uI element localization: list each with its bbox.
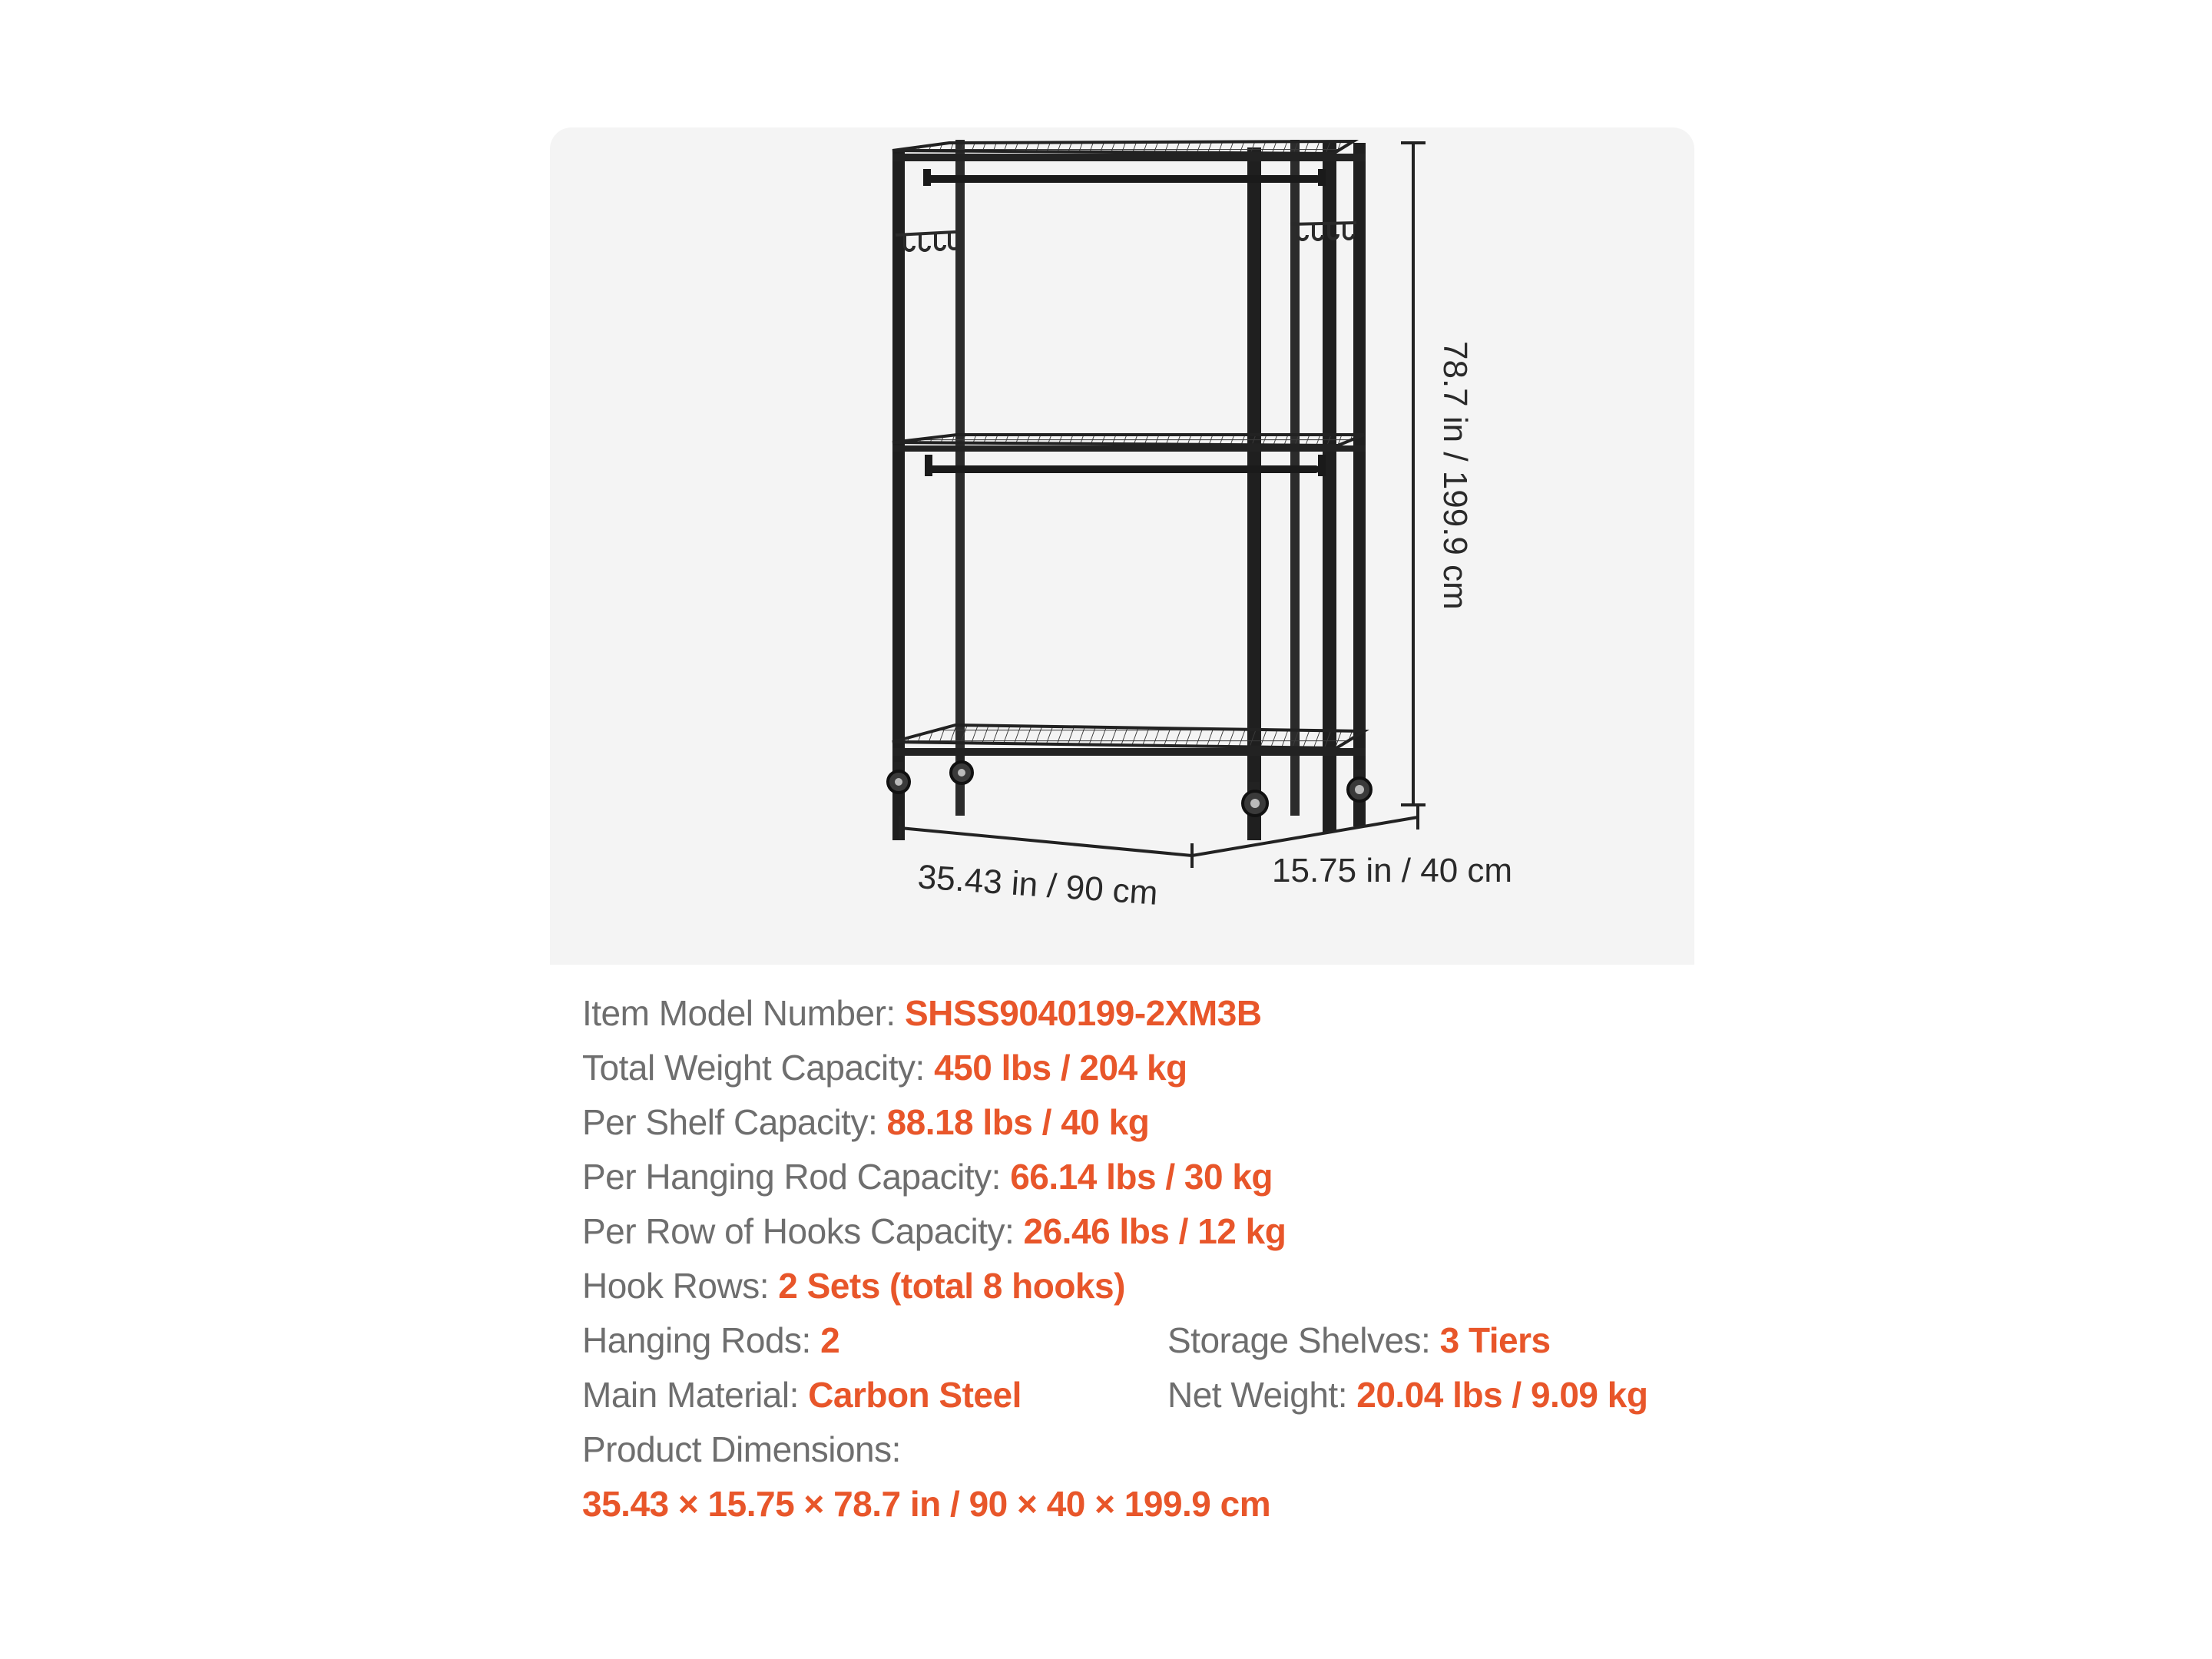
spec-value: 66.14 lbs / 30 kg (1010, 1157, 1273, 1197)
spec-hook-rows (582, 1259, 1673, 1313)
spec-label: Product Dimensions: (582, 1429, 901, 1469)
spec-dimensions-value (582, 1477, 1673, 1532)
depth-dimension-line (1192, 805, 1418, 856)
spec-value: 2 (820, 1320, 840, 1360)
spec-value: 88.18 lbs / 40 kg (886, 1102, 1150, 1142)
spec-label: Per Hanging Rod Capacity: (582, 1157, 1011, 1197)
spec-value: 3 Tiers (1439, 1320, 1551, 1360)
spec-per-shelf (582, 1095, 1673, 1150)
spec-material-and-weight (582, 1368, 1673, 1422)
spec-value: 20.04 lbs / 9.09 kg (1356, 1375, 1648, 1415)
spec-label: Item Model Number: (582, 993, 905, 1033)
height-dimension-line (1401, 143, 1426, 805)
spec-label: Hook Rows: (582, 1266, 779, 1306)
width-label: 35.43 in / 90 cm (916, 858, 1160, 912)
spec-label: Per Row of Hooks Capacity: (582, 1211, 1024, 1251)
spec-list (582, 986, 1673, 1532)
garment-rack-illustration (550, 127, 1694, 965)
spec-per-rod (582, 1150, 1673, 1204)
spec-label: Net Weight: (1167, 1375, 1357, 1415)
product-spec-card (550, 127, 1694, 1556)
spec-net-weight (1167, 1368, 1647, 1422)
spec-per-hooks (582, 1204, 1673, 1259)
spec-value: 2 Sets (total 8 hooks) (778, 1266, 1125, 1306)
spec-label: Per Shelf Capacity: (582, 1102, 887, 1142)
spec-storage-shelves (1167, 1313, 1551, 1368)
spec-model-number (582, 986, 1673, 1041)
spec-total-weight (582, 1041, 1673, 1095)
rack-frame (892, 140, 1366, 840)
spec-label: Main Material: (582, 1375, 809, 1415)
spec-value: Carbon Steel (808, 1375, 1022, 1415)
spec-value: 35.43 × 15.75 × 78.7 in / 90 × 40 × 199.9 cm (582, 1484, 1271, 1524)
depth-label: 15.75 in / 40 cm (1272, 852, 1513, 889)
spec-label: Hanging Rods: (582, 1320, 821, 1360)
spec-rods-and-shelves (582, 1313, 1673, 1368)
spec-value: 450 lbs / 204 kg (934, 1048, 1187, 1088)
spec-label: Total Weight Capacity: (582, 1048, 935, 1088)
spec-dimensions-label (582, 1422, 1673, 1477)
spec-value: 26.46 lbs / 12 kg (1023, 1211, 1286, 1251)
spec-value: SHSS9040199-2XM3B (904, 993, 1262, 1033)
product-figure (550, 127, 1694, 965)
spec-label: Storage Shelves: (1167, 1320, 1440, 1360)
height-label: 78.7 in / 199.9 cm (1436, 341, 1474, 610)
